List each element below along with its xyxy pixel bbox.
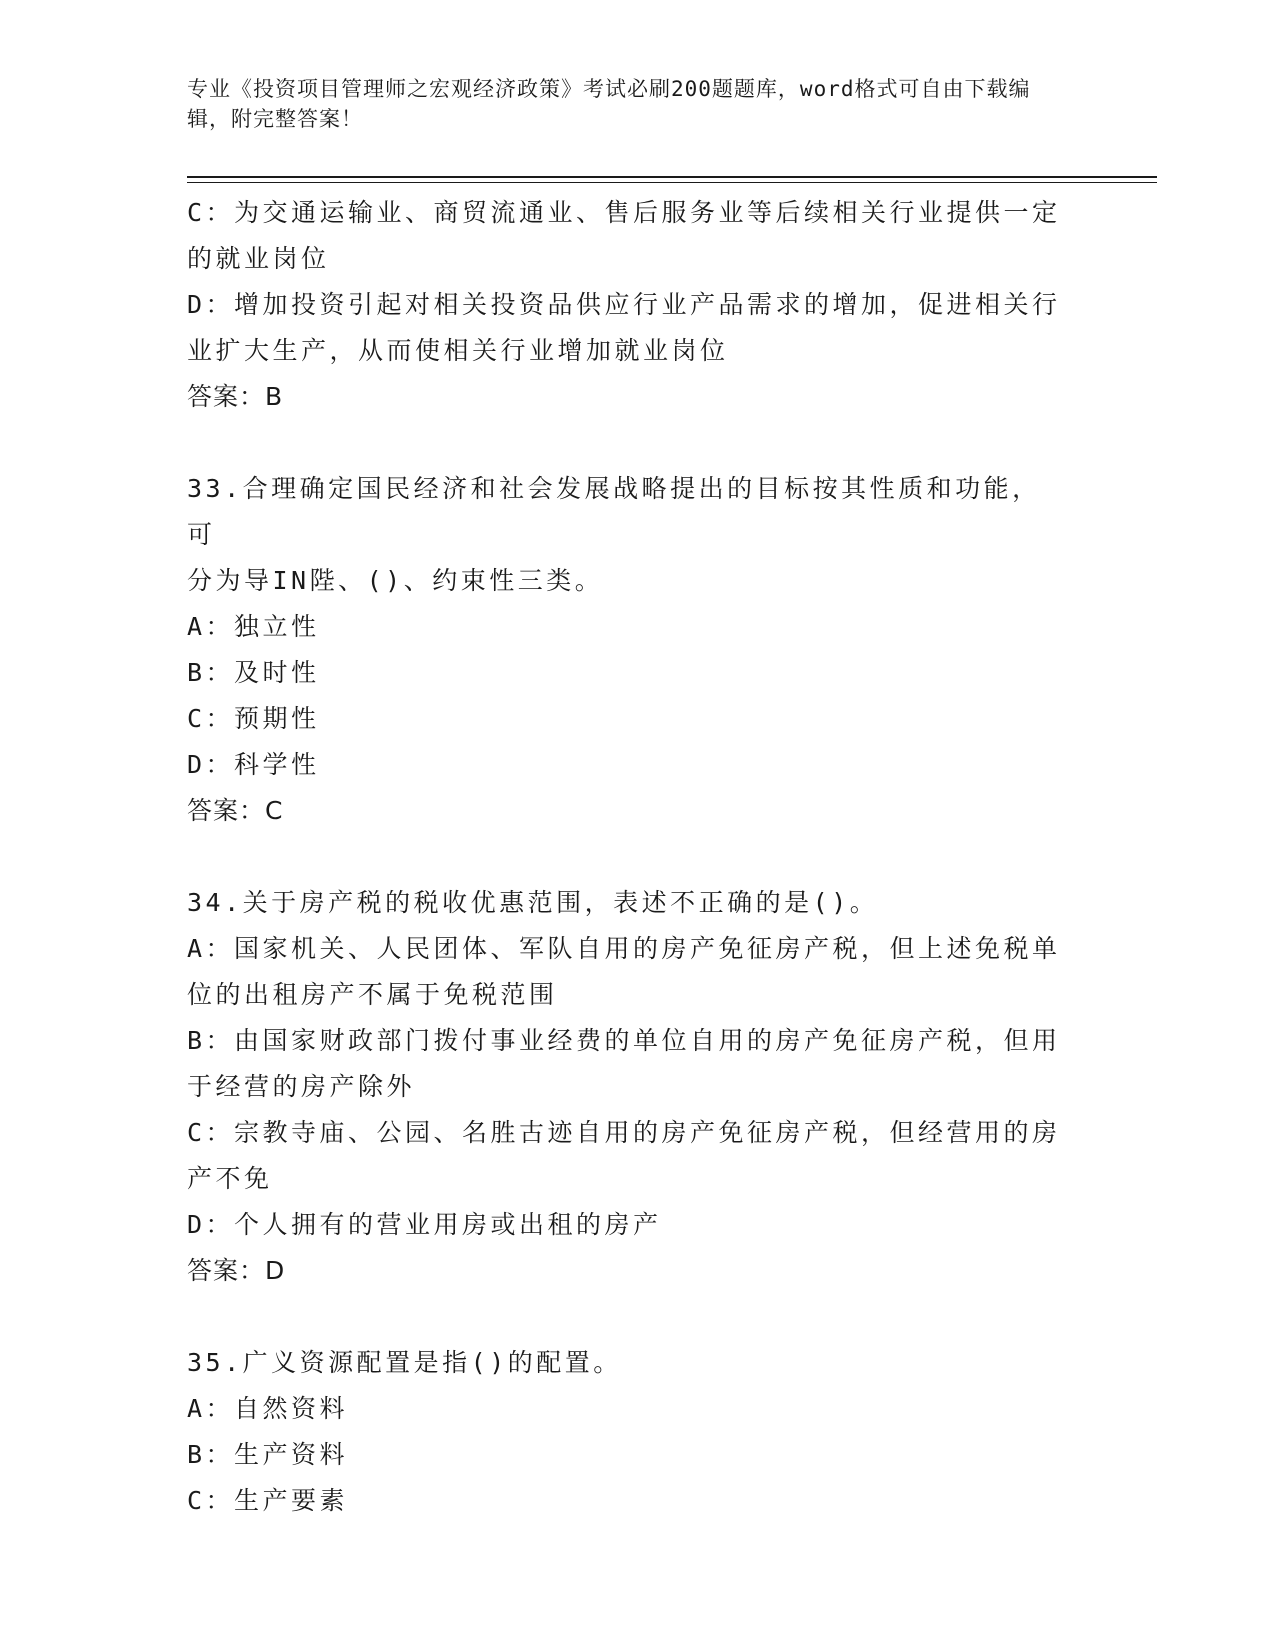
answer-33: 答案：C xyxy=(187,796,284,825)
option-d-line-1: D：增加投资引起对相关投资品供应行业产品需求的增加，促进相关行 xyxy=(187,290,1061,319)
question-33-text-line-1: 33.合理确定国民经济和社会发展战略提出的目标按其性质和功能，可 xyxy=(187,474,1041,549)
option-c-line-2: 的就业岗位 xyxy=(187,244,330,273)
option-b: B：生产资料 xyxy=(187,1440,349,1469)
option-c: C：预期性 xyxy=(187,704,320,733)
option-a-line-1: A：国家机关、人民团体、军队自用的房产免征房产税，但上述免税单 xyxy=(187,934,1061,963)
spacer xyxy=(187,420,1067,466)
option-c-line-2: 产不免 xyxy=(187,1164,273,1193)
header-text: 专业《投资项目管理师之宏观经济政策》考试必刷200题题库，word格式可自由下载编辑，附完整答案！ xyxy=(187,77,1031,131)
question-32-continued xyxy=(187,190,1067,420)
spacer xyxy=(187,834,1067,880)
option-b-line-1: B：由国家财政部门拨付事业经费的单位自用的房产免征房产税，但用 xyxy=(187,1026,1061,1055)
question-35-text: 35.广义资源配置是指()的配置。 xyxy=(187,1348,622,1377)
document-body xyxy=(187,190,1067,1524)
question-35 xyxy=(187,1340,1067,1524)
document-header xyxy=(187,74,1067,134)
option-b-line-2: 于经营的房产除外 xyxy=(187,1072,416,1101)
question-34-text: 34.关于房产税的税收优惠范围，表述不正确的是()。 xyxy=(187,888,879,917)
option-d: D：科学性 xyxy=(187,750,320,779)
option-a-line-2: 位的出租房产不属于免税范围 xyxy=(187,980,558,1009)
spacer xyxy=(187,1294,1067,1340)
option-a: A：独立性 xyxy=(187,612,320,641)
option-d: D：个人拥有的营业用房或出租的房产 xyxy=(187,1210,662,1239)
answer-34: 答案：D xyxy=(187,1256,286,1285)
option-b: B：及时性 xyxy=(187,658,320,687)
option-d-line-2: 业扩大生产，从而使相关行业增加就业岗位 xyxy=(187,336,729,365)
option-c: C：生产要素 xyxy=(187,1486,349,1515)
answer-32: 答案：B xyxy=(187,382,284,411)
option-c-line-1: C：为交通运输业、商贸流通业、售后服务业等后续相关行业提供一定 xyxy=(187,198,1061,227)
question-33 xyxy=(187,466,1067,834)
question-33-text-line-2: 分为导IN陛、()、约束性三类。 xyxy=(187,566,604,595)
header-divider-thin xyxy=(187,182,1157,183)
header-divider-thick xyxy=(187,176,1157,178)
option-a: A：自然资料 xyxy=(187,1394,349,1423)
question-34 xyxy=(187,880,1067,1294)
option-c-line-1: C：宗教寺庙、公园、名胜古迹自用的房产免征房产税，但经营用的房 xyxy=(187,1118,1061,1147)
